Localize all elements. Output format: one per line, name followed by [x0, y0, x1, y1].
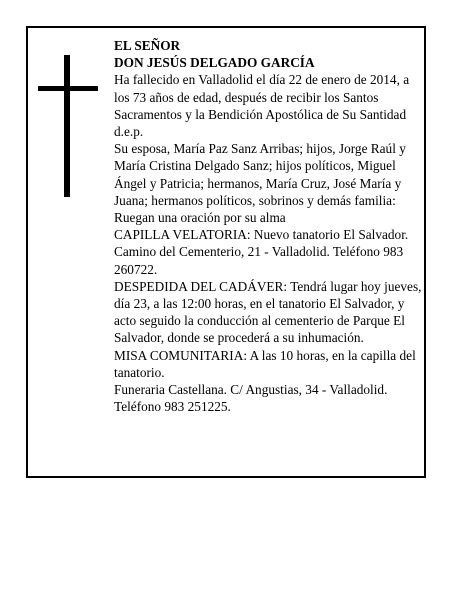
cross-horizontal-bar [38, 86, 98, 91]
funeral-procession-info: DESPEDIDA DEL CADÁVER: Tendrá lugar hoy jueves, día 23, a las 12:00 horas, en el tanatorio El Salvador, y acto seguido la conducción al cementerio de Parque El Salvador, donde se procederá a su inhumación. [114, 278, 422, 346]
prayer-request: Ruegan una oración por su alma [114, 210, 286, 226]
deceased-name: DON JESÚS DELGADO GARCÍA [114, 55, 315, 71]
funeral-home-info: Funeraria Castellana. C/ Angustias, 34 - Valladolid. Teléfono 983 251225. [114, 382, 388, 415]
family-list: Su esposa, María Paz Sanz Arribas; hijos, Jorge Raúl y María Cristina Delgado Sanz; hijos políticos, Miguel Ángel y Patricia; hermanos, María Cruz, José María y Juana; hermanos políticos, sobrinos y demás familia: [114, 141, 406, 208]
cross-icon [38, 55, 98, 197]
notice-text [114, 37, 424, 415]
wake-chapel-info: CAPILLA VELATORIA: Nuevo tanatorio El Salvador. Camino del Cementerio, 21 - Valladolid. Teléfono 983 260722. [114, 227, 409, 277]
notice-title: EL SEÑOR [114, 38, 181, 53]
community-mass-info: MISA COMUNITARIA: A las 10 horas, en la capilla del tanatorio. [114, 347, 416, 380]
death-announcement: Ha fallecido en Valladolid el día 22 de enero de 2014, a los 73 años de edad, después de recibir los Santos Sacramentos y la Bendición Apostólica de Su Santidad d.e.p. [114, 72, 410, 140]
cross-vertical-bar [64, 55, 70, 197]
